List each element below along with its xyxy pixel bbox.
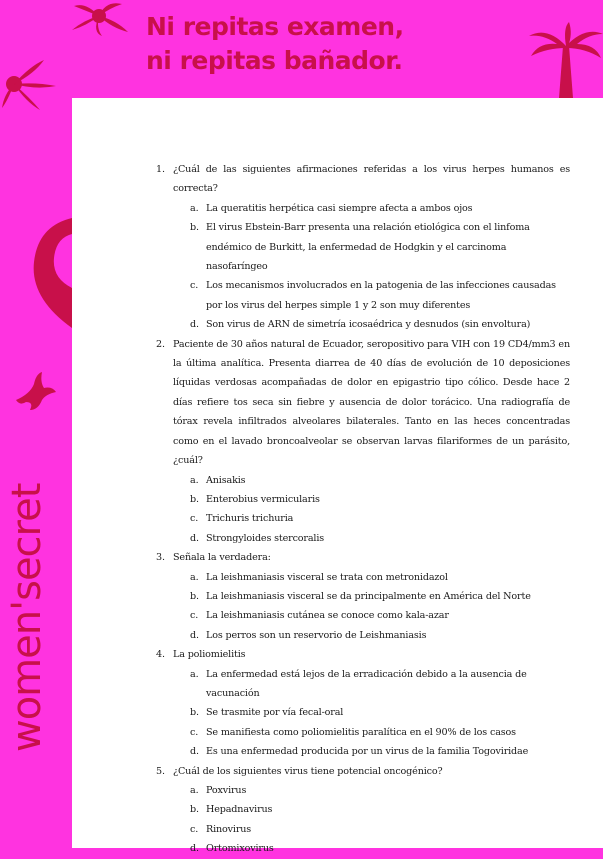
option-letter: a. <box>190 202 199 214</box>
option-text: Hepadnavirus <box>206 804 273 816</box>
answer-option <box>173 703 570 722</box>
brand-logo: women'secret <box>4 483 50 752</box>
option-letter: c. <box>190 513 199 525</box>
answer-option <box>173 839 570 858</box>
answer-option <box>173 723 570 742</box>
answer-option <box>173 568 570 587</box>
title-line-2: ni repitas bañador. <box>146 46 403 75</box>
question-number: 5. <box>156 765 165 777</box>
answer-option <box>173 529 570 548</box>
answer-option <box>173 471 570 490</box>
option-letter: b. <box>190 590 199 602</box>
answer-option <box>173 820 570 839</box>
question-item <box>156 335 570 548</box>
option-text: Los perros son un reservorio de Leishmaniasis <box>206 629 427 641</box>
option-letter: d. <box>190 843 199 855</box>
answer-option <box>173 587 570 606</box>
answer-option <box>173 490 570 509</box>
question-number: 4. <box>156 649 165 661</box>
option-text: La queratitis herpética casi siempre afecta a ambos ojos <box>206 202 473 214</box>
option-letter: a. <box>190 571 199 583</box>
question-item <box>156 160 570 335</box>
option-letter: a. <box>190 668 199 680</box>
option-text: Es una enfermedad producida por un virus de la familia Togoviridae <box>206 746 529 758</box>
question-number: 2. <box>156 338 165 350</box>
answer-option <box>173 606 570 625</box>
option-letter: c. <box>190 610 199 622</box>
option-text: Se trasmite por vía fecal-oral <box>206 707 344 719</box>
option-text: Ortomixovirus <box>206 843 274 855</box>
option-text: El virus Ebstein-Barr presenta una relación etiológica con el linfoma endémico de Burkitt, la enfermedad de Hodgkin y el carcinoma nasofaríngeo <box>206 222 530 273</box>
question-text: Señala la verdadera: <box>173 552 271 564</box>
question-item <box>156 762 570 859</box>
option-letter: b. <box>190 804 199 816</box>
option-letter: d. <box>190 532 199 544</box>
question-list <box>156 160 570 859</box>
question-item <box>156 645 570 761</box>
question-text: Paciente de 30 años natural de Ecuador, seropositivo para VIH con 19 CD4/mm3 en la última analítica. Presenta diarrea de 40 días de evolución de 10 deposiciones líquidas verdosas acompañadas de dolor en epigastrio tipo cólico. Desde hace 2 días refiere tos seca sin fiebre y ausencia de dolor torácico. Una radiografía de tórax revela infiltrados alveolares bilaterales. Tanto en las heces concentradas como en el lavado broncoalveolar se observan larvas filariformes de un parásito, ¿cuál? <box>173 338 570 467</box>
option-text: Enterobius vermicularis <box>206 493 320 505</box>
answer-option <box>173 315 570 334</box>
answer-option <box>173 800 570 819</box>
option-letter: b. <box>190 222 199 234</box>
answer-option <box>173 199 570 218</box>
option-text: Trichuris trichuria <box>206 513 294 525</box>
option-letter: a. <box>190 785 199 796</box>
answer-option <box>173 742 570 761</box>
question-text: ¿Cuál de las siguientes afirmaciones referidas a los virus herpes humanos es correcta? <box>173 164 570 195</box>
coral-decoration <box>12 370 58 412</box>
question-text: La poliomielitis <box>173 649 246 661</box>
palm-tree-decoration <box>527 22 603 98</box>
option-text: Son virus de ARN de simetría icosaédrica y desnudos (sin envoltura) <box>206 319 531 331</box>
answer-option <box>173 665 570 704</box>
option-text: Strongyloides stercoralis <box>206 532 325 544</box>
option-letter: c. <box>190 280 199 292</box>
option-letter: b. <box>190 707 199 719</box>
option-letter: c. <box>190 726 199 738</box>
option-text: La leishmaniasis visceral se da principalmente en América del Norte <box>206 590 531 602</box>
option-text: Anisakis <box>206 474 246 486</box>
option-letter: d. <box>190 319 199 331</box>
option-letter: d. <box>190 746 199 758</box>
option-text: Se manifiesta como poliomielitis paralítica en el 90% de los casos <box>206 726 516 738</box>
swirl-decoration-top-left <box>66 0 132 36</box>
page-title <box>146 10 404 78</box>
option-text: Los mecanismos involucrados en la patogenia de las infecciones causadas por los virus del herpes simple 1 y 2 son muy diferentes <box>206 280 556 311</box>
option-text: La leishmaniasis visceral se trata con metronidazol <box>206 571 448 583</box>
question-item <box>156 548 570 645</box>
answer-option <box>173 626 570 645</box>
option-letter: a. <box>190 474 199 486</box>
answer-option <box>173 218 570 276</box>
option-text: La enfermedad está lejos de la erradicación debido a la ausencia de vacunación <box>206 668 527 699</box>
question-text: ¿Cuál de los siguientes virus tiene potencial oncogénico? <box>173 765 443 777</box>
title-line-1: Ni repitas examen, <box>146 12 404 41</box>
option-letter: d. <box>190 629 199 641</box>
swirl-decoration-left <box>0 56 60 112</box>
option-text: La leishmaniasis cutánea se conoce como kala-azar <box>206 610 449 622</box>
answer-option <box>173 276 570 315</box>
option-text: Poxvirus <box>206 785 247 796</box>
option-letter: b. <box>190 493 199 505</box>
question-number: 3. <box>156 552 165 564</box>
option-letter: c. <box>190 823 199 835</box>
answer-option <box>173 509 570 528</box>
option-text: Rinovirus <box>206 823 252 835</box>
answer-option <box>173 781 570 800</box>
wave-decoration-left <box>22 218 74 328</box>
question-number: 1. <box>156 164 165 175</box>
